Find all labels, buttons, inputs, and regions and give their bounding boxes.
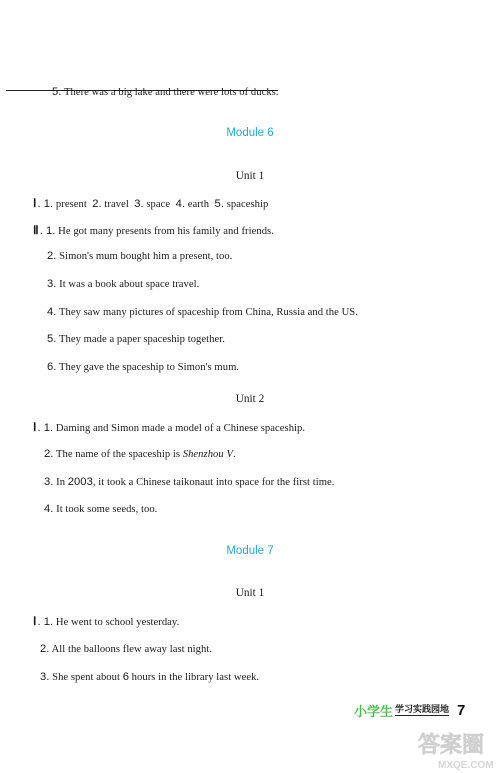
answer-line <box>47 306 358 318</box>
hours-value: 6 <box>122 671 129 683</box>
answer-line <box>40 643 212 655</box>
unit-title: Unit 2 <box>235 393 265 405</box>
item-number: . 1. <box>37 198 54 210</box>
item-text: It took some seeds, too. <box>56 504 158 515</box>
item-number: 3. <box>40 671 50 683</box>
item-number: 3. <box>134 198 144 210</box>
item-text: There was a big lake and there were lots of ducks. <box>63 87 279 98</box>
answer-line <box>33 420 305 434</box>
answer-line <box>52 86 279 98</box>
answer-line <box>33 614 179 628</box>
answer-line <box>47 333 225 345</box>
item-text: The name of the spaceship is <box>55 449 183 460</box>
answer-line <box>47 361 239 373</box>
item-text: They made a paper spaceship together. <box>58 334 225 345</box>
item-number: . 1. <box>39 225 56 237</box>
unit-title: Unit 1 <box>235 170 265 182</box>
item-number: 2. <box>47 250 57 262</box>
module-title: Module 7 <box>226 545 274 557</box>
unit-title: Unit 1 <box>235 587 265 599</box>
section-mark: Ⅰ <box>33 198 37 210</box>
brand-subtitle: 学习实践园地 <box>395 704 450 715</box>
item-number: 4. <box>175 198 185 210</box>
svg-text:答案圈: 答案圈 <box>418 733 485 758</box>
answer-word: present <box>55 199 87 210</box>
item-number: 4. <box>47 306 57 318</box>
item-text: , it took a Chinese taikonaut into space for the first time. <box>92 477 335 488</box>
watermark-logo <box>416 728 498 772</box>
item-text-pre: She spent about <box>52 672 123 683</box>
item-text: He went to school yesterday. <box>55 617 180 628</box>
page-footer <box>354 702 465 718</box>
answer-word: earth <box>187 199 210 210</box>
answer-line <box>44 503 157 515</box>
year: 2003 <box>67 476 93 488</box>
answer-word: space <box>146 199 171 210</box>
item-number: 5. <box>52 86 62 98</box>
item-text: Daming and Simon made a model of a Chinese spaceship. <box>55 423 306 434</box>
svg-text:MXQE.COM: MXQE.COM <box>438 760 494 771</box>
item-text-pre: In <box>56 477 68 488</box>
item-number: 6. <box>47 361 57 373</box>
item-text: They saw many pictures of spaceship from China, Russia and the US. <box>58 307 358 318</box>
item-text: Simon's mum bought him a present, too. <box>59 251 233 262</box>
item-number: . 1. <box>37 422 54 434</box>
answer-line <box>33 223 274 237</box>
item-text: All the balloons flew away last night. <box>51 644 213 655</box>
item-number: 5. <box>47 333 57 345</box>
section-mark: Ⅰ <box>33 422 37 434</box>
brand-logo: 小学生 <box>354 704 394 720</box>
answer-line <box>44 476 334 488</box>
answer-line <box>40 671 259 683</box>
answer-line <box>47 250 232 262</box>
answer-line <box>47 278 199 290</box>
item-number: . 1. <box>37 616 54 628</box>
answer-word: travel <box>104 199 129 210</box>
item-text: They gave the spaceship to Simon's mum. <box>58 362 240 373</box>
item-number: 5. <box>214 198 224 210</box>
item-number: 4. <box>44 503 54 515</box>
item-number: 2. <box>92 198 102 210</box>
item-text: He got many presents from his family and friends. <box>58 226 274 237</box>
module-title: Module 6 <box>226 127 274 139</box>
page-number: 7 <box>457 701 466 719</box>
item-number: 3. <box>44 476 54 488</box>
punctuation: . <box>232 449 236 460</box>
item-text: hours in the library last week. <box>128 672 260 683</box>
answer-word: spaceship <box>226 199 269 210</box>
spaceship-name: Shenzhou V <box>182 449 233 460</box>
answer-line <box>33 196 268 210</box>
item-number: 2. <box>40 643 50 655</box>
answer-line <box>44 448 236 460</box>
section-mark: Ⅰ <box>33 616 37 628</box>
section-mark: Ⅱ <box>33 225 39 237</box>
item-number: 2. <box>44 448 54 460</box>
item-text: It was a book about space travel. <box>59 279 200 290</box>
item-number: 3. <box>47 278 57 290</box>
